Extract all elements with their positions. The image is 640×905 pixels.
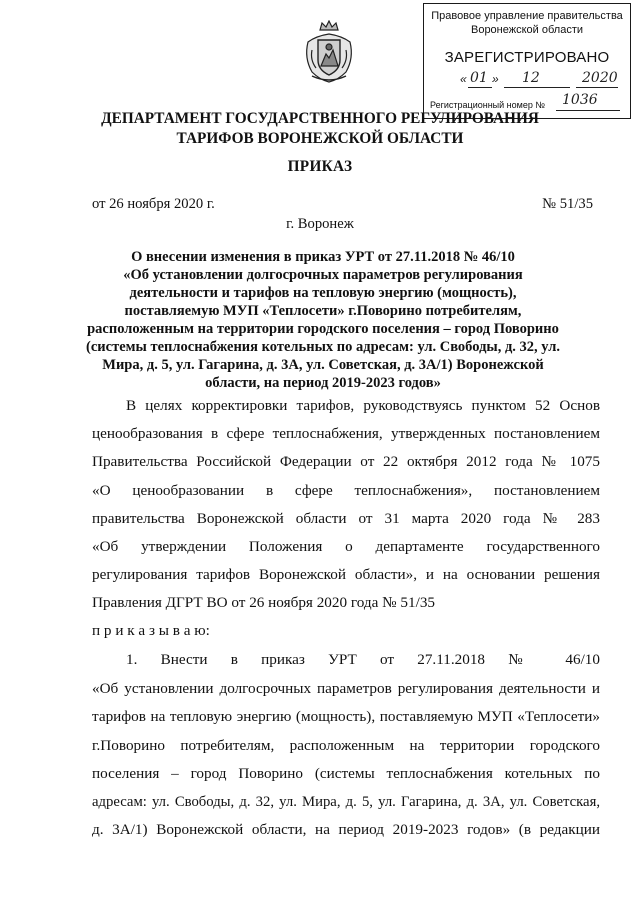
body-line: «О ценообразовании в сфере теплоснабжения», постановлением [92, 482, 600, 499]
body-line: ценообразования в сфере теплоснабжения, утвержденных постановлением [92, 425, 600, 442]
department-name-line2: ТАРИФОВ ВОРОНЕЖСКОЙ ОБЛАСТИ [176, 130, 464, 147]
body-line: Правления ДГРТ ВО от 26 ноября 2020 года № 51/35 [92, 594, 436, 611]
body-line: д. 3А/1) Воронежской области, на период 2019-2023 годов» (в редакции [92, 821, 600, 838]
body-line: Правительства Российской Федерации от 22 октября 2012 года № 1075 [92, 453, 600, 470]
body-line: «Об установлении долгосрочных параметров регулирования деятельности и [92, 680, 600, 697]
coat-of-arms-icon [302, 20, 356, 86]
body-line: «Об утверждении Положения о департаменте государственного [92, 538, 600, 555]
stamp-reg-number: 1036 [562, 92, 598, 108]
order-number: № 51/35 [542, 196, 593, 212]
subject-line: (системы теплоснабжения котельных по адресам: ул. Свободы, д. 32, ул. [86, 339, 560, 355]
subject-line: поставляемую МУП «Теплосети» г.Поворино потребителям, [124, 303, 522, 319]
subject-line: деятельности и тарифов на тепловую энергию (мощность), [129, 285, 517, 301]
subject-line: Мира, д. 5, ул. Гагарина, д. 3А, ул. Советская, д. 3А/1) Воронежской [102, 357, 544, 373]
subject-line: О внесении изменения в приказ УРТ от 27.11.2018 № 46/10 [131, 249, 515, 265]
subject-line: расположенным на территории городского поселения – город Поворино [87, 321, 559, 337]
stamp-date-year: 2020 [582, 70, 618, 86]
body-line: поселения – город Поворино (системы теплоснабжения котельных по [92, 765, 600, 782]
body-line: правительства Воронежской области от 31 марта 2020 года № 283 [92, 510, 600, 527]
subject-line: области, на период 2019-2023 годов» [205, 375, 441, 391]
stamp-date-day: 01 [470, 70, 488, 86]
body-line: г.Поворино потребителям, расположенным на территории городского [92, 737, 600, 754]
stamp-status: ЗАРЕГИСТРИРОВАНО [444, 49, 610, 66]
stamp-reg-label: Регистрационный номер № [430, 100, 546, 110]
order-directive: п р и к а з ы в а ю: [92, 622, 210, 639]
stamp-date-month: 12 [522, 70, 540, 86]
stamp-authority-line2: Воронежской области [470, 24, 583, 36]
body-line: 1. Внести в приказ УРТ от 27.11.2018 № 46/10 [126, 651, 600, 668]
body-line: В целях корректировки тарифов, руководствуясь пунктом 52 Основ [126, 397, 600, 414]
body-line: адресам: ул. Свободы, д. 32, ул. Мира, д. 5, ул. Гагарина, д. 3А, ул. Советская, [92, 794, 600, 810]
subject-line: «Об установлении долгосрочных параметров регулирования [123, 267, 523, 283]
document-type-title: ПРИКАЗ [287, 158, 353, 175]
order-subject [88, 248, 558, 392]
department-name-line1: ДЕПАРТАМЕНТ ГОСУДАРСТВЕННОГО РЕГУЛИРОВАНИЯ [101, 110, 539, 127]
body-line: регулирования тарифов Воронежской области», и на основании решения [92, 566, 600, 583]
order-city: г. Воронеж [286, 216, 354, 232]
registration-stamp: Правовое управление правительства Воронежской области ЗАРЕГИСТРИРОВАНО « 01 » 12 2020 Регистрационный номер № 1036 [423, 3, 631, 119]
order-date: от 26 ноября 2020 г. [92, 196, 215, 212]
body-line: тарифов на тепловую энергию (мощность), поставляемую МУП «Теплосети» [92, 708, 600, 725]
stamp-authority-line1: Правовое управление правительства [431, 10, 623, 22]
